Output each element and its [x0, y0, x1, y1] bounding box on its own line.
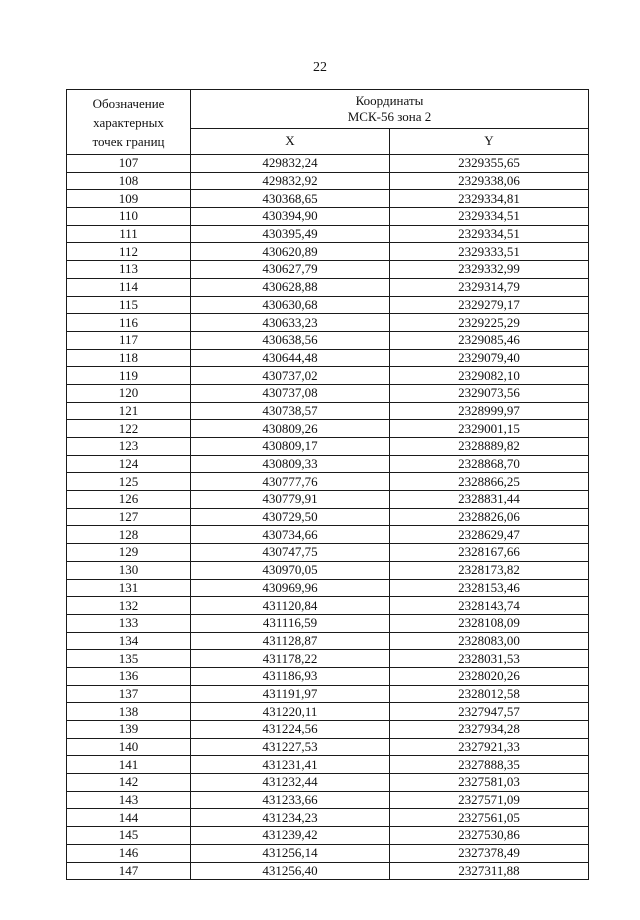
y-coordinate-cell: 2328020,26 — [390, 667, 589, 685]
y-column-header: Y — [390, 128, 589, 154]
table-row — [67, 367, 589, 385]
y-coordinate-cell: 2329338,06 — [390, 172, 589, 190]
x-coordinate-cell: 430969,96 — [191, 579, 390, 597]
point-cell: 121 — [67, 402, 191, 420]
point-cell: 139 — [67, 721, 191, 739]
x-coordinate-cell: 430737,02 — [191, 367, 390, 385]
x-coordinate-cell: 430734,66 — [191, 526, 390, 544]
y-coordinate-cell: 2327571,09 — [390, 791, 589, 809]
point-cell: 120 — [67, 384, 191, 402]
point-cell: 114 — [67, 278, 191, 296]
table-row — [67, 384, 589, 402]
point-cell: 143 — [67, 791, 191, 809]
y-coordinate-cell: 2327530,86 — [390, 827, 589, 845]
point-cell: 144 — [67, 809, 191, 827]
table-row — [67, 632, 589, 650]
x-coordinate-cell: 431178,22 — [191, 650, 390, 668]
y-coordinate-cell: 2328889,82 — [390, 438, 589, 456]
y-coordinate-cell: 2328629,47 — [390, 526, 589, 544]
y-coordinate-cell: 2327888,35 — [390, 756, 589, 774]
table-row — [67, 296, 589, 314]
table-row — [67, 331, 589, 349]
point-cell: 123 — [67, 438, 191, 456]
table-header — [67, 90, 589, 155]
x-coordinate-cell: 430777,76 — [191, 473, 390, 491]
y-coordinate-cell: 2328831,44 — [390, 491, 589, 509]
x-coordinate-cell: 431232,44 — [191, 774, 390, 792]
point-cell: 108 — [67, 172, 191, 190]
point-header-line-3: точек границ — [92, 133, 165, 149]
table-row — [67, 844, 589, 862]
table-row — [67, 756, 589, 774]
table-row — [67, 402, 589, 420]
x-coordinate-cell: 430729,50 — [191, 508, 390, 526]
table-row — [67, 473, 589, 491]
point-cell: 124 — [67, 455, 191, 473]
x-column-header: X — [191, 128, 390, 154]
table-row — [67, 349, 589, 367]
y-coordinate-cell: 2329334,51 — [390, 225, 589, 243]
table-row — [67, 597, 589, 615]
point-cell: 128 — [67, 526, 191, 544]
y-coordinate-cell: 2329334,81 — [390, 190, 589, 208]
point-cell: 110 — [67, 208, 191, 226]
x-coordinate-cell: 429832,24 — [191, 155, 390, 173]
y-coordinate-cell: 2327947,57 — [390, 703, 589, 721]
x-coordinate-cell: 431256,14 — [191, 844, 390, 862]
x-coordinate-cell: 431234,23 — [191, 809, 390, 827]
y-coordinate-cell: 2329082,10 — [390, 367, 589, 385]
point-cell: 118 — [67, 349, 191, 367]
table-row — [67, 703, 589, 721]
y-coordinate-cell: 2329001,15 — [390, 420, 589, 438]
point-cell: 135 — [67, 650, 191, 668]
table-row — [67, 561, 589, 579]
x-coordinate-cell: 431224,56 — [191, 721, 390, 739]
table-row — [67, 420, 589, 438]
y-coordinate-cell: 2328868,70 — [390, 455, 589, 473]
point-cell: 129 — [67, 544, 191, 562]
point-cell: 130 — [67, 561, 191, 579]
x-coordinate-cell: 431256,40 — [191, 862, 390, 880]
y-coordinate-cell: 2329085,46 — [390, 331, 589, 349]
x-coordinate-cell: 431120,84 — [191, 597, 390, 615]
x-coordinate-cell: 430628,88 — [191, 278, 390, 296]
y-coordinate-cell: 2327378,49 — [390, 844, 589, 862]
x-coordinate-cell: 430738,57 — [191, 402, 390, 420]
x-coordinate-cell: 430368,65 — [191, 190, 390, 208]
x-coordinate-cell: 431116,59 — [191, 614, 390, 632]
table-row — [67, 526, 589, 544]
x-coordinate-cell: 431191,97 — [191, 685, 390, 703]
y-coordinate-cell: 2328167,66 — [390, 544, 589, 562]
y-coordinate-cell: 2329225,29 — [390, 314, 589, 332]
table-row — [67, 278, 589, 296]
table-row — [67, 791, 589, 809]
point-cell: 126 — [67, 491, 191, 509]
coordinates-group-header — [191, 90, 589, 129]
point-designation-header — [67, 90, 191, 155]
point-header-line-1: Обозначение — [92, 95, 165, 111]
point-cell: 134 — [67, 632, 191, 650]
table-row — [67, 208, 589, 226]
table-row — [67, 774, 589, 792]
point-cell: 113 — [67, 261, 191, 279]
point-header-line-2: характерных — [93, 114, 164, 130]
x-coordinate-cell: 429832,92 — [191, 172, 390, 190]
y-coordinate-cell: 2328143,74 — [390, 597, 589, 615]
table-row — [67, 190, 589, 208]
point-cell: 140 — [67, 738, 191, 756]
point-cell: 117 — [67, 331, 191, 349]
coordinate-system-header: МСК-56 зона 2 — [347, 108, 432, 124]
y-coordinate-cell: 2327561,05 — [390, 809, 589, 827]
point-cell: 115 — [67, 296, 191, 314]
x-coordinate-cell: 430633,23 — [191, 314, 390, 332]
y-coordinate-cell: 2329279,17 — [390, 296, 589, 314]
table-body — [67, 155, 589, 880]
point-cell: 122 — [67, 420, 191, 438]
point-cell: 142 — [67, 774, 191, 792]
x-coordinate-cell: 430809,33 — [191, 455, 390, 473]
table-row — [67, 650, 589, 668]
y-coordinate-cell: 2329355,65 — [390, 155, 589, 173]
x-coordinate-cell: 430779,91 — [191, 491, 390, 509]
x-coordinate-cell: 430627,79 — [191, 261, 390, 279]
point-cell: 107 — [67, 155, 191, 173]
y-coordinate-cell: 2328173,82 — [390, 561, 589, 579]
point-cell: 132 — [67, 597, 191, 615]
point-cell: 112 — [67, 243, 191, 261]
x-coordinate-cell: 430737,08 — [191, 384, 390, 402]
table-row — [67, 544, 589, 562]
y-coordinate-cell: 2328031,53 — [390, 650, 589, 668]
y-coordinate-cell: 2328083,00 — [390, 632, 589, 650]
table-row — [67, 579, 589, 597]
table-row — [67, 455, 589, 473]
x-coordinate-cell: 431186,93 — [191, 667, 390, 685]
table-row — [67, 261, 589, 279]
x-coordinate-cell: 431233,66 — [191, 791, 390, 809]
table-row — [67, 491, 589, 509]
x-coordinate-cell: 431231,41 — [191, 756, 390, 774]
table-row — [67, 667, 589, 685]
table-row — [67, 614, 589, 632]
point-cell: 133 — [67, 614, 191, 632]
y-coordinate-cell: 2329079,40 — [390, 349, 589, 367]
table-row — [67, 809, 589, 827]
y-coordinate-cell: 2328999,97 — [390, 402, 589, 420]
table-row — [67, 314, 589, 332]
y-coordinate-cell: 2328012,58 — [390, 685, 589, 703]
table-row — [67, 738, 589, 756]
table-row — [67, 721, 589, 739]
y-coordinate-cell: 2328866,25 — [390, 473, 589, 491]
point-cell: 116 — [67, 314, 191, 332]
y-coordinate-cell: 2329334,51 — [390, 208, 589, 226]
table-row — [67, 862, 589, 880]
point-cell: 147 — [67, 862, 191, 880]
y-coordinate-cell: 2327921,33 — [390, 738, 589, 756]
x-coordinate-cell: 430395,49 — [191, 225, 390, 243]
coordinates-table — [66, 89, 589, 880]
y-coordinate-cell: 2329333,51 — [390, 243, 589, 261]
table-row — [67, 225, 589, 243]
y-coordinate-cell: 2328826,06 — [390, 508, 589, 526]
table-row — [67, 438, 589, 456]
table-row — [67, 685, 589, 703]
point-cell: 111 — [67, 225, 191, 243]
x-coordinate-cell: 431239,42 — [191, 827, 390, 845]
x-coordinate-cell: 430747,75 — [191, 544, 390, 562]
x-coordinate-cell: 430638,56 — [191, 331, 390, 349]
table-row — [67, 827, 589, 845]
point-cell: 119 — [67, 367, 191, 385]
x-coordinate-cell: 431227,53 — [191, 738, 390, 756]
point-cell: 141 — [67, 756, 191, 774]
point-cell: 125 — [67, 473, 191, 491]
x-coordinate-cell: 430970,05 — [191, 561, 390, 579]
x-coordinate-cell: 431128,87 — [191, 632, 390, 650]
x-coordinate-cell: 430630,68 — [191, 296, 390, 314]
y-coordinate-cell: 2327934,28 — [390, 721, 589, 739]
x-coordinate-cell: 430809,17 — [191, 438, 390, 456]
y-coordinate-cell: 2328108,09 — [390, 614, 589, 632]
point-cell: 136 — [67, 667, 191, 685]
y-coordinate-cell: 2329314,79 — [390, 278, 589, 296]
point-cell: 138 — [67, 703, 191, 721]
table-row — [67, 155, 589, 173]
point-cell: 145 — [67, 827, 191, 845]
table-row — [67, 508, 589, 526]
y-coordinate-cell: 2328153,46 — [390, 579, 589, 597]
table-row — [67, 243, 589, 261]
point-cell: 109 — [67, 190, 191, 208]
point-cell: 131 — [67, 579, 191, 597]
coordinates-header: Координаты — [355, 92, 424, 108]
point-cell: 127 — [67, 508, 191, 526]
y-coordinate-cell: 2329073,56 — [390, 384, 589, 402]
y-coordinate-cell: 2327311,88 — [390, 862, 589, 880]
x-coordinate-cell: 430644,48 — [191, 349, 390, 367]
point-cell: 146 — [67, 844, 191, 862]
page-number: 22 — [313, 60, 327, 75]
x-coordinate-cell: 431220,11 — [191, 703, 390, 721]
x-coordinate-cell: 430394,90 — [191, 208, 390, 226]
table-row — [67, 172, 589, 190]
y-coordinate-cell: 2327581,03 — [390, 774, 589, 792]
x-coordinate-cell: 430620,89 — [191, 243, 390, 261]
y-coordinate-cell: 2329332,99 — [390, 261, 589, 279]
point-cell: 137 — [67, 685, 191, 703]
x-coordinate-cell: 430809,26 — [191, 420, 390, 438]
